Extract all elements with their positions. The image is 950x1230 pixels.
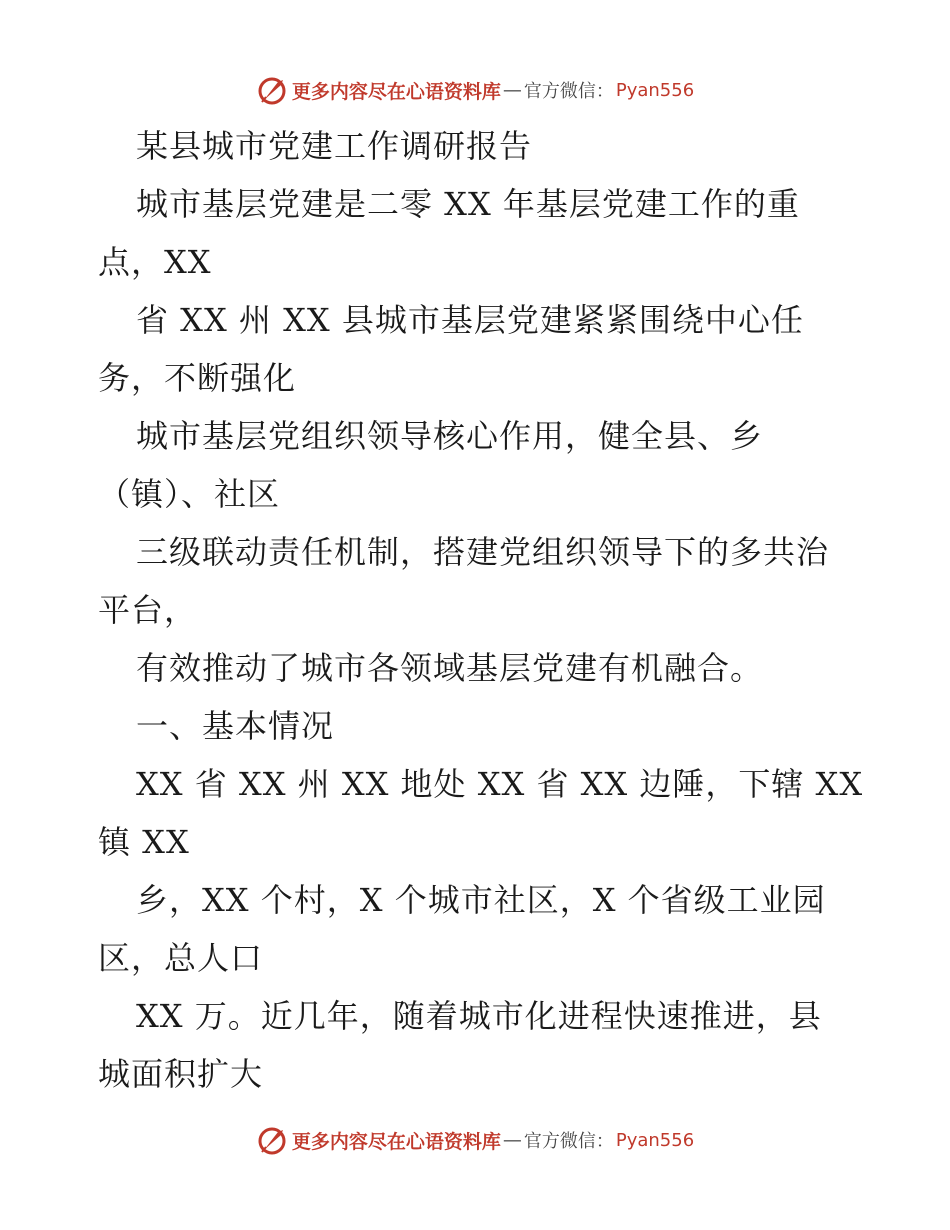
header-banner [0,70,950,110]
paragraph-line: 城市基层党建是二零 XX 年基层党建工作的重 [136,185,800,223]
wechat-label: 官方微信： [523,81,614,102]
wechat-id: Pyan556 [615,79,695,101]
paragraph-line: XX 万。近几年，随着城市化进程快速推进，县 [136,997,822,1035]
library-text: 更多内容尽在心语资料库 [291,1130,501,1153]
paragraph-line: 区，总人口 [98,939,264,977]
paragraph-line: 乡，XX 个村，X 个城市社区，X 个省级工业园 [136,881,826,919]
library-text: 更多内容尽在心语资料库 [291,80,501,103]
quill-pen-logo-icon [256,74,288,106]
paragraph-line: 点，XX [98,243,212,281]
paragraph-line: 城市基层党组织领导核心作用，健全县、乡 [136,417,764,455]
paragraph-line: XX 省 XX 州 XX 地处 XX 省 XX 边陲，下辖 XX [136,765,864,803]
banner-separator: — [502,1129,522,1151]
paragraph-line: 省 XX 州 XX 县城市基层党建紧紧围绕中心任 [136,301,804,339]
quill-pen-logo-icon [256,1124,288,1156]
wechat-id: Pyan556 [615,1129,695,1151]
paragraph-line: 有效推动了城市各领域基层党建有机融合。 [136,649,764,687]
paragraph-line: 城面积扩大 [98,1055,264,1093]
wechat-label: 官方微信： [523,1131,614,1152]
paragraph-line: 务，不断强化 [98,359,297,397]
paragraph-line: 镇 XX [98,823,190,861]
paragraph-line: 三级联动责任机制，搭建党组织领导下的多共治 [136,533,830,571]
document-title: 某县城市党建工作调研报告 [136,127,533,165]
paragraph-line: （镇）、社区 [98,475,281,513]
section-heading: 一、基本情况 [136,707,335,745]
paragraph-line: 平台， [98,591,198,629]
banner-separator: — [502,79,522,101]
footer-banner [0,1120,950,1160]
